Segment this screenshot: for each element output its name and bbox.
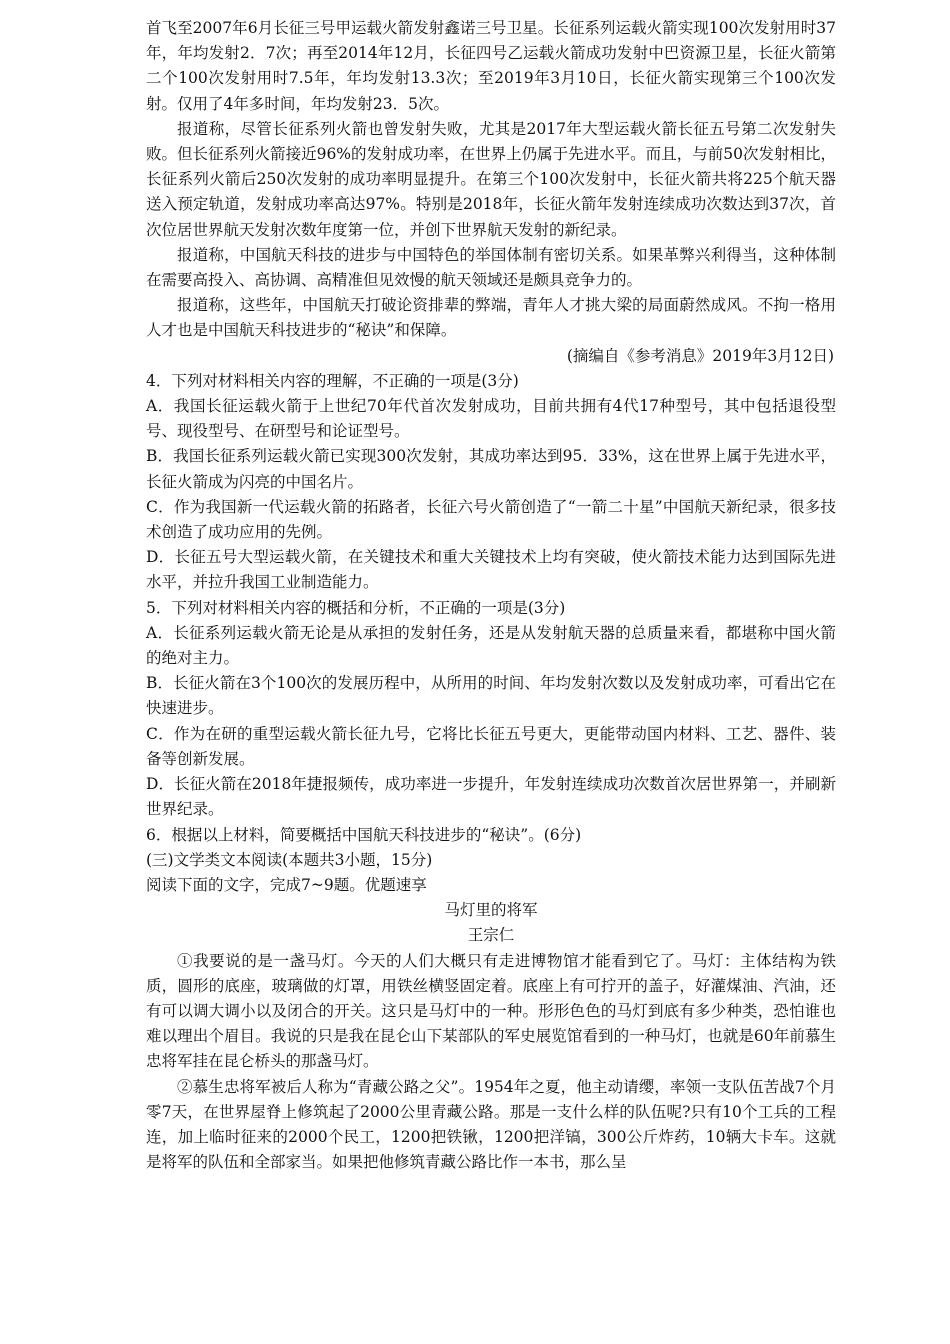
source-citation: (摘编自《参考消息》2019年3月12日)	[566, 346, 834, 365]
question-5-stem: 5．下列对材料相关内容的概括和分析，不正确的一项是(3分)	[146, 598, 566, 617]
question-6: 6．根据以上材料，简要概括中国航天科技进步的“秘诀”。(6分)	[146, 825, 582, 844]
section-3-instruction: 阅读下面的文字，完成7~9题。优题速享	[146, 875, 427, 894]
article-title: 马灯里的将军	[444, 901, 538, 920]
section-3-heading: (三)文学类文本阅读(本题共3小题，15分)	[146, 850, 433, 869]
question-5-option-d: D．长征火箭在2018年捷报频传，成功率进一步提升，年发射连续成功次数首次居世界第一，并刷新世界纪录。	[146, 775, 836, 819]
passage-paragraph: 报道称，这些年，中国航天打破论资排辈的弊端，青年人才挑大梁的局面蔚然成风。不拘一格用人才也是中国航天科技进步的“秘诀”和保障。	[146, 296, 836, 340]
question-4-option-d: D．长征五号大型运载火箭，在关键技术和重大关键技术上均有突破，使火箭技术能力达到国际先进水平，并拉升我国工业制造能力。	[146, 548, 836, 592]
question-4-stem: 4．下列对材料相关内容的理解，不正确的一项是(3分)	[146, 371, 519, 390]
article-paragraph-2: ②慕生忠将军被后人称为“青藏公路之父”。1954年之夏，他主动请缨，率领一支队伍苦战7个月零7天，在世界屋脊上修筑起了2000公里青藏公路。那是一支什么样的队伍呢?只有10个工兵的工程连，加上临时征来的2000个民工，1200把铁锹，1200把洋镐，300公斤炸药，10辆大卡车。这就是将军的队伍和全部家当。如果把他修筑青藏公路比作一本书，那么呈	[146, 1077, 836, 1172]
article-paragraph-1: ①我要说的是一盏马灯。今天的人们大概只有走进博物馆才能看到它了。马灯：主体结构为铁质，圆形的底座，玻璃做的灯罩，用铁丝横竖固定着。底座上有可拧开的盖子，好灌煤油、汽油，还有可以调大调小以及闭合的开关。这只是马灯中的一种。形形色色的马灯到底有多少种类，恐怕谁也难以理出个眉目。我说的只是我在昆仑山下某部队的军史展览馆看到的一种马灯，也就是60年前慕生忠将军挂在昆仑桥头的那盏马灯。	[146, 951, 836, 1071]
document-body	[146, 16, 836, 1175]
question-4-option-a: A．我国长征运载火箭于上世纪70年代首次发射成功，目前共拥有4代17种型号，其中包括退役型号、现役型号、在研型号和论证型号。	[146, 397, 836, 441]
article-author: 王宗仁	[467, 926, 515, 945]
question-4-option-b: B．我国长征系列运载火箭已实现300次发射，其成功率达到95．33%，这在世界上属于先进水平，长征火箭成为闪亮的中国名片。	[146, 447, 836, 491]
passage-paragraph-continuation: 首飞至2007年6月长征三号甲运载火箭发射鑫诺三号卫星。长征系列运载火箭实现100次发射用时37年，年均发射2．7次；再至2014年12月，长征四号乙运载火箭成功发射中巴资源卫星，长征火箭第二个100次发射用时7.5年，年均发射13.3次；至2019年3月10日，长征火箭实现第三个100次发射。仅用了4年多时间，年均发射23．5次。	[146, 19, 836, 113]
passage-paragraph: 报道称，尽管长征系列火箭也曾发射失败，尤其是2017年大型运载火箭长征五号第二次发射失败。但长征系列火箭接近96%的发射成功率，在世界上仍属于先进水平。而且，与前50次发射相比，长征系列火箭后250次发射的成功率明显提升。在第三个100次发射中，长征火箭共将225个航天器送入预定轨道，发射成功率高达97%。特别是2018年，长征火箭年发射连续成功次数达到37次，首次位居世界航天发射次数年度第一位，并创下世界航天发射的新纪录。	[146, 119, 836, 239]
passage-paragraph: 报道称，中国航天科技的进步与中国特色的举国体制有密切关系。如果革弊兴利得当，这种体制在需要高投入、高协调、高精准但见效慢的航天领域还是颇具竞争力的。	[146, 245, 836, 290]
question-4-option-c: C．作为我国新一代运载火箭的拓路者，长征六号火箭创造了“一箭二十星”中国航天新纪录，很多技术创造了成功应用的先例。	[146, 497, 836, 542]
question-5-option-b: B．长征火箭在3个100次的发展历程中，从所用的时间、年均发射次数以及发射成功率，可看出它在快速进步。	[146, 674, 836, 718]
question-5-option-a: A．长征系列运载火箭无论是从承担的发射任务，还是从发射航天器的总质量来看，都堪称中国火箭的绝对主力。	[146, 623, 836, 668]
question-5-option-c: C．作为在研的重型运载火箭长征九号，它将比长征五号更大，更能带动国内材料、工艺、器件、装备等创新发展。	[146, 724, 836, 768]
